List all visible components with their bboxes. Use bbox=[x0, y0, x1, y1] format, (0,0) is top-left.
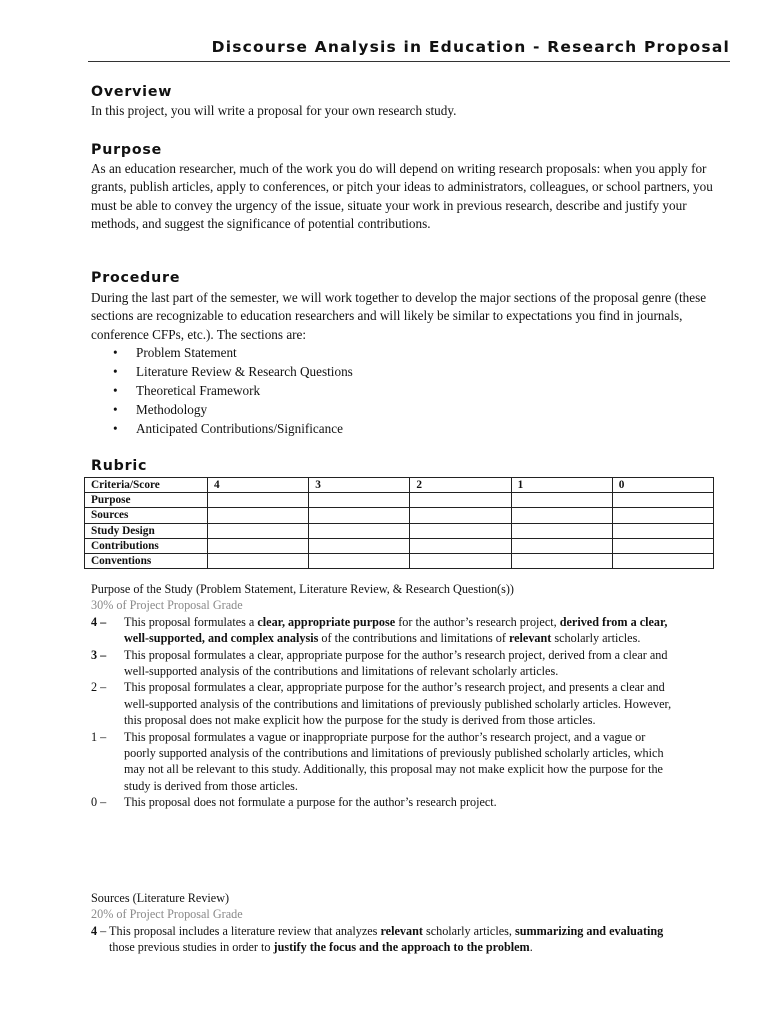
grade-weight: 20% of Project Proposal Grade bbox=[91, 907, 243, 922]
table-row-label: Sources bbox=[85, 508, 208, 523]
score-number: 4 bbox=[91, 923, 98, 938]
table-cell bbox=[309, 493, 410, 508]
table-cell bbox=[410, 538, 511, 553]
procedure-text: During the last part of the semester, we will work together to develop the major sections of the proposal genre (these sections are recognizable to education researchers and will likely be similar to expectations you find in journals, conference CFPs, etc.). The sections are: bbox=[91, 290, 707, 342]
section-title: Purpose of the Study (Problem Statement, Literature Review, & Research Question(s)) bbox=[91, 582, 514, 596]
emphasis: relevant bbox=[380, 923, 423, 938]
table-cell bbox=[410, 493, 511, 508]
table-row-label: Contributions bbox=[85, 538, 208, 553]
purpose-text: As an education researcher, much of the work you do will depend on writing research proposals: when you apply for grants, publish articles, apply to conferences, or pitch your ideas to administrators, colleagues, or school partners, you must be able to convey the urgency of the issue, situate your work in previous research, describe and justify your methods, and suggest the significance of potential contributions. bbox=[91, 161, 713, 232]
list-item: • Theoretical Framework bbox=[113, 381, 353, 400]
list-item: • Problem Statement bbox=[113, 343, 353, 362]
table-cell bbox=[612, 493, 713, 508]
table-cell bbox=[208, 493, 309, 508]
table-cell bbox=[309, 553, 410, 568]
table-row bbox=[85, 493, 714, 508]
score-number: 3 – bbox=[91, 647, 107, 662]
table-cell bbox=[511, 553, 612, 568]
text-run: This proposal formulates a bbox=[124, 614, 258, 629]
table-cell bbox=[410, 508, 511, 523]
score-description: This proposal formulates a vague or inappropriate purpose for the author’s research project, and a vague or poorly supported analysis of the contributions and limitations of previously published scholarly articles, which may not all be relevant to this study. Additionally, this proposal may not make explicit how the purpose for the study is derived from those articles. bbox=[124, 729, 664, 793]
table-row bbox=[85, 508, 714, 523]
rubric-table bbox=[84, 477, 714, 569]
score-1-row bbox=[91, 729, 731, 795]
table-cell bbox=[511, 508, 612, 523]
table-row-label: Purpose bbox=[85, 493, 208, 508]
table-cell bbox=[612, 553, 713, 568]
table-header-cell: 4 bbox=[208, 478, 309, 493]
purpose-heading: Purpose bbox=[91, 142, 163, 158]
table-row bbox=[85, 523, 714, 538]
table-row bbox=[85, 553, 714, 568]
title-rule bbox=[88, 61, 730, 62]
emphasis: summarizing and evaluating bbox=[514, 923, 664, 938]
table-row-label: Study Design bbox=[85, 523, 208, 538]
score-number: 1 – bbox=[91, 729, 107, 744]
score-number: 0 – bbox=[91, 795, 107, 810]
text-run: scholarly articles. bbox=[551, 631, 641, 646]
table-header-row bbox=[85, 478, 714, 493]
table-cell bbox=[612, 538, 713, 553]
table-cell bbox=[511, 538, 612, 553]
table-header-cell: Criteria/Score bbox=[85, 478, 208, 493]
document-title: Discourse Analysis in Education - Research Proposal bbox=[211, 38, 730, 56]
text-run: those previous studies in order to bbox=[109, 940, 274, 955]
table-cell bbox=[511, 493, 612, 508]
score-3-row bbox=[91, 647, 731, 680]
table-cell bbox=[208, 508, 309, 523]
table-header-cell: 0 bbox=[612, 478, 713, 493]
emphasis: clear, appropriate purpose bbox=[257, 614, 396, 629]
table-cell bbox=[309, 508, 410, 523]
score-description: This proposal formulates a clear, appropriate purpose for the author’s research project, derived from a clear and well-supported analysis of the contributions and limitations of relevant scholarly articles. bbox=[124, 647, 668, 679]
table-cell bbox=[309, 538, 410, 553]
text-run: of the contributions and limitations of bbox=[318, 631, 509, 646]
table-cell bbox=[208, 538, 309, 553]
text-run: for the author’s research project, bbox=[395, 614, 560, 629]
emphasis: relevant bbox=[508, 631, 552, 646]
table-header-cell: 2 bbox=[410, 478, 511, 493]
table-row bbox=[85, 538, 714, 553]
text-run: . bbox=[529, 940, 533, 955]
table-cell bbox=[410, 553, 511, 568]
table-header-cell: 3 bbox=[309, 478, 410, 493]
table-cell bbox=[410, 523, 511, 538]
grade-weight: 30% of Project Proposal Grade bbox=[91, 598, 243, 613]
text-run: scholarly articles, bbox=[422, 923, 515, 938]
text-run: – This proposal includes a literature review that analyzes bbox=[97, 923, 381, 938]
table-cell bbox=[309, 523, 410, 538]
sources-section bbox=[91, 890, 731, 956]
overview-heading: Overview bbox=[91, 84, 173, 100]
table-header-cell: 1 bbox=[511, 478, 612, 493]
overview-text: In this project, you will write a proposal for your own research study. bbox=[91, 103, 457, 118]
score-number: 2 – bbox=[91, 680, 107, 695]
table-cell bbox=[612, 523, 713, 538]
list-item: • Literature Review & Research Questions bbox=[113, 362, 353, 381]
score-4-row bbox=[91, 923, 679, 956]
proposal-sections-list bbox=[113, 343, 353, 438]
purpose-study-section bbox=[91, 581, 731, 811]
table-cell bbox=[208, 523, 309, 538]
section-title: Sources (Literature Review) bbox=[91, 891, 230, 905]
table-cell bbox=[208, 553, 309, 568]
procedure-heading: Procedure bbox=[91, 270, 181, 286]
score-4-row bbox=[91, 614, 731, 647]
score-2-row bbox=[91, 679, 731, 728]
list-item: • Methodology bbox=[113, 400, 353, 419]
list-item: • Anticipated Contributions/Significance bbox=[113, 419, 353, 438]
rubric-heading: Rubric bbox=[91, 458, 148, 474]
score-description: This proposal does not formulate a purpose for the author’s research project. bbox=[124, 795, 497, 810]
table-row-label: Conventions bbox=[85, 553, 208, 568]
score-description: This proposal formulates a clear, appropriate purpose for the author’s research project, and presents a clear and well-supported analysis of the contributions and limitations of previously published scholarly articles. However, this proposal does not make explicit how the purpose for the study is derived from those articles. bbox=[124, 680, 672, 728]
table-cell bbox=[612, 508, 713, 523]
emphasis: justify the focus and the approach to the problem bbox=[273, 940, 530, 955]
score-number: 4 – bbox=[91, 614, 107, 629]
score-0-row bbox=[91, 794, 731, 810]
score-description bbox=[124, 614, 674, 647]
table-cell bbox=[511, 523, 612, 538]
emphasis: derived from a clear, well-supported, and complex analysis bbox=[124, 614, 668, 646]
